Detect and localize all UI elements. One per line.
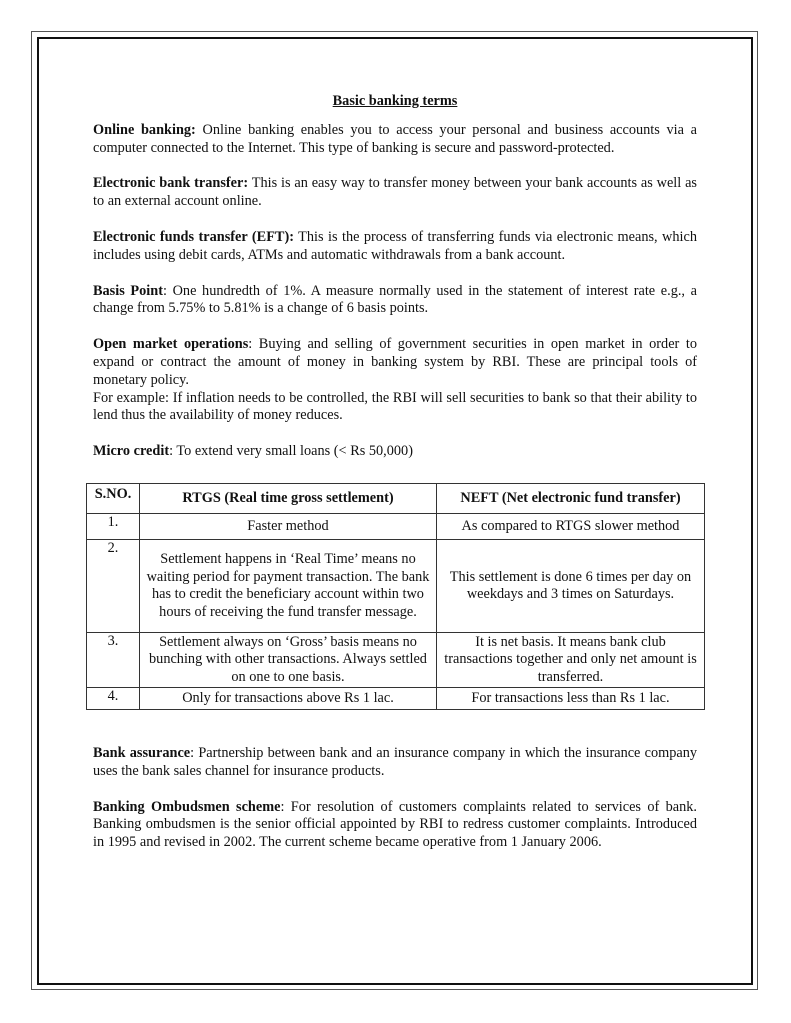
- cell-rtgs: Only for transactions above Rs 1 lac.: [140, 688, 437, 710]
- term-definition: : One hundredth of 1%. A measure normally used in the statement of interest rate e.g., a change from 5.75% to 5.81% is a change of 6 basis points.: [93, 282, 697, 317]
- term-label: Online banking:: [93, 121, 196, 138]
- term-definition: Online banking enables you to access your personal and business accounts via a computer connected to the Internet. This type of banking is secure and password-protected.: [93, 121, 697, 156]
- term-micro-credit: [93, 443, 697, 461]
- cell-sno: 3.: [87, 633, 140, 688]
- header-sno: S.NO.: [87, 484, 140, 514]
- document-body: [93, 93, 697, 479]
- rtgs-neft-table: [86, 483, 705, 710]
- term-basis-point: [93, 283, 697, 319]
- term-online-banking: [93, 122, 697, 158]
- term-definition: This is an easy way to transfer money between your bank accounts as well as to an external account online.: [93, 175, 697, 210]
- term-label: Micro credit: [93, 443, 170, 460]
- cell-sno: 4.: [87, 688, 140, 710]
- table-row: [87, 688, 705, 710]
- term-definition: : Partnership between bank and an insurance company in which the insurance company uses the bank sales channel for insurance products.: [93, 745, 698, 779]
- header-rtgs: RTGS (Real time gross settlement): [140, 484, 437, 514]
- term-definition: : For resolution of customers complaints related to services of bank. Banking ombudsmen is the senior official appointed by RBI to redress customer complaints. Introduced in 1995 and revised in 2002. The current scheme became operative from 1 January 2006.: [93, 798, 697, 851]
- term-banking-ombudsmen: [93, 799, 697, 852]
- cell-neft: This settlement is done 6 times per day on weekdays and 3 times on Saturdays.: [437, 540, 705, 633]
- cell-neft: It is net basis. It means bank club transactions together and only net amount is transferred.: [437, 633, 705, 688]
- cell-neft: As compared to RTGS slower method: [437, 514, 705, 540]
- cell-rtgs: Settlement happens in ‘Real Time’ means no waiting period for payment transaction. The bank has to credit the beneficiary account within two hours of receiving the fund transfer message.: [140, 540, 437, 633]
- term-bank-assurance: [93, 745, 697, 781]
- table-row: [87, 540, 705, 633]
- cell-rtgs: Settlement always on ‘Gross’ basis means no bunching with other transactions. Always settled on one to one basis.: [140, 633, 437, 688]
- term-open-market-example: For example: If inflation needs to be controlled, the RBI will sell securities to bank so that their ability to lend thus the availability of money reduces.: [93, 389, 697, 424]
- term-eft: [93, 229, 697, 265]
- term-label: Electronic bank transfer:: [93, 175, 249, 192]
- cell-sno: 1.: [87, 514, 140, 540]
- term-definition: : Buying and selling of government securities in open market in order to expand or contract the amount of money in banking system by RBI. These are principal tools of monetary policy.: [93, 336, 697, 388]
- term-label: Open market operations: [93, 336, 249, 353]
- cell-sno: 2.: [87, 540, 140, 633]
- page-title: Basic banking terms: [332, 93, 458, 109]
- term-definition: : To extend very small loans (< Rs 50,000): [169, 443, 413, 460]
- term-label: Basis Point: [93, 282, 163, 299]
- term-electronic-bank-transfer: [93, 175, 697, 211]
- table-header-row: [87, 484, 705, 514]
- term-label: Electronic funds transfer (EFT):: [93, 228, 294, 245]
- cell-neft: For transactions less than Rs 1 lac.: [437, 688, 705, 710]
- term-label: Banking Ombudsmen scheme: [93, 798, 281, 815]
- table-row: [87, 514, 705, 540]
- table-row: [87, 633, 705, 688]
- term-open-market-operations: [93, 336, 697, 389]
- cell-rtgs: Faster method: [140, 514, 437, 540]
- document-body-continued: [93, 745, 697, 870]
- term-label: Bank assurance: [93, 745, 191, 761]
- header-neft: NEFT (Net electronic fund transfer): [437, 484, 705, 514]
- term-definition: This is the process of transferring funds via electronic means, which includes using debit cards, ATMs and automatic withdrawals from a bank account.: [93, 228, 697, 263]
